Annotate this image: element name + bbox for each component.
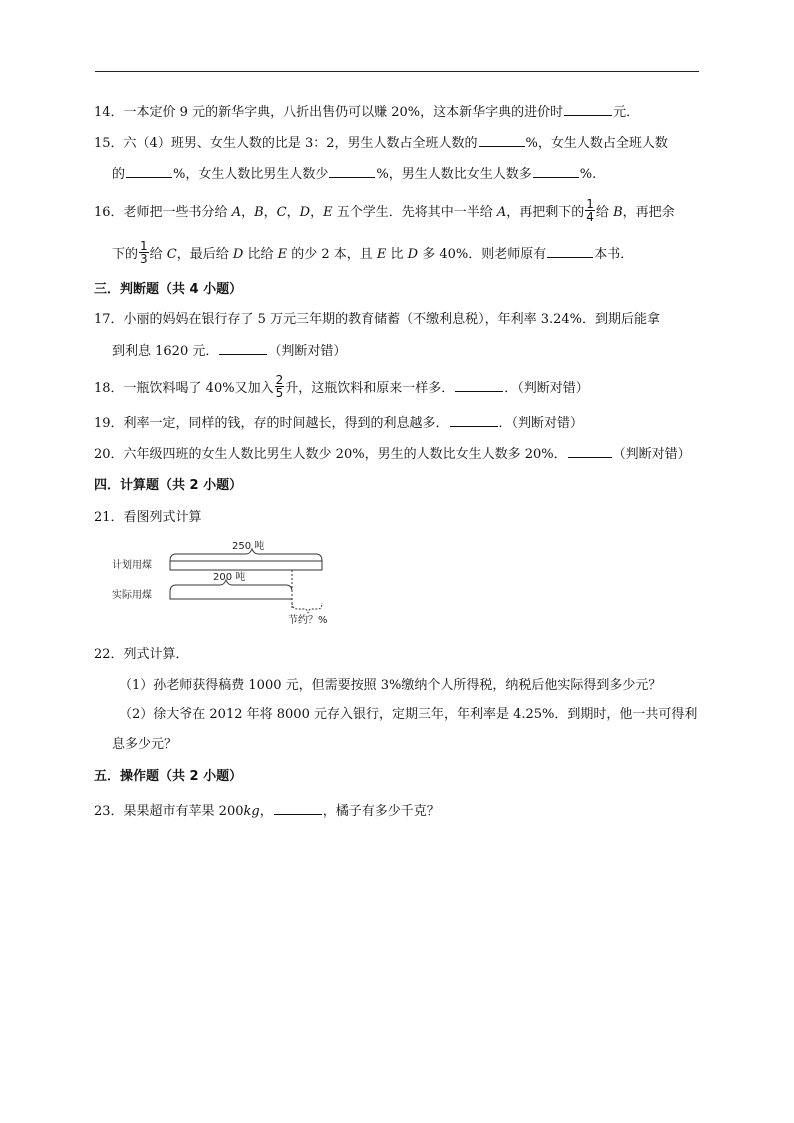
question-19: 19．利率一定，同样的钱，存的时间越长，得到的利息越多． ．（判断对错） — [94, 412, 583, 434]
question-16-line2: 下的 $\frac{1}{3}$ 给 C，最后给 D 比给 E 的少 2 本，且 E 比 D 多 40%．则老师原有 本书． — [112, 239, 634, 266]
answer-blank[interactable] — [568, 443, 612, 458]
question-20: 20．六年级四班的女生人数比男生人数少 20%，男生的人数比女生人数多 20%． （判断对错） — [94, 443, 691, 465]
brace-saved — [292, 603, 322, 613]
section-4-heading: 四．计算题（共 2 小题） — [94, 478, 243, 493]
coal-usage-diagram — [110, 537, 340, 629]
question-18: 18．一瓶饮料喝了 40%又加入 $\frac{2}{5}$ 升，这瓶饮料和原来一样多． ．（判断对错） — [94, 373, 589, 400]
bar-planned — [170, 561, 322, 570]
question-16: 16．老师把一些书分给 A，B，C，D，E 五个学生．先将其中一半给 A，再把剩下的 $\frac{1}{4}$ 给 B，再把余 — [94, 197, 675, 224]
answer-blank[interactable] — [274, 800, 322, 815]
answer-blank[interactable] — [329, 163, 375, 178]
label-200: 200 吨 — [213, 572, 246, 583]
answer-blank[interactable] — [450, 412, 498, 427]
fraction-two-fifths: $\frac{2}{5}$ — [275, 373, 284, 400]
question-23: 23．果果超市有苹果 200kg， ，橘子有多少千克？ — [94, 800, 440, 822]
question-14: 14．一本定价 9 元的新华字典，八折出售仍可以赚 20%，这本新华字典的进价时 元． — [94, 101, 639, 123]
header-rule — [95, 71, 699, 72]
answer-blank[interactable] — [547, 243, 593, 258]
question-22-part2-line2: 息多少元？ — [112, 737, 178, 752]
question-17: 17．小丽的妈妈在银行存了 5 万元三年期的教育储蓄（不缴利息税），年利率 3.24%．到期后能拿 — [94, 312, 661, 327]
answer-blank[interactable] — [219, 340, 267, 355]
section-5-heading: 五．操作题（共 2 小题） — [94, 769, 243, 784]
question-22: 22．列式计算． — [94, 647, 189, 662]
fraction-one-third: $\frac{1}{3}$ — [140, 239, 148, 266]
row-label-actual: 实际用煤 — [112, 590, 152, 601]
label-saved: 节约？% — [288, 615, 328, 626]
answer-blank[interactable] — [455, 377, 503, 392]
question-22-part1: （1）孙老师获得稿费 1000 元，但需要按照 3%缴纳个人所得税，纳税后他实际得到多少元？ — [119, 678, 662, 693]
fraction-one-quarter: $\frac{1}{4}$ — [586, 197, 594, 224]
question-15-line2: 的 %，女生人数比男生人数少 %，男生人数比女生人数多 %. — [112, 163, 596, 185]
answer-blank[interactable] — [126, 163, 172, 178]
question-15: 15．六（4）班男、女生人数的比是 3：2，男生人数占全班人数的 %，女生人数占全班人数 — [94, 132, 668, 154]
answer-blank[interactable] — [533, 163, 579, 178]
answer-blank[interactable] — [479, 132, 525, 147]
question-21: 21．看图列式计算 — [94, 510, 202, 525]
section-3-heading: 三．判断题（共 4 小题） — [94, 282, 243, 297]
question-17-line2: 到利息 1620 元． （判断对错） — [112, 340, 346, 362]
row-label-planned: 计划用煤 — [112, 560, 152, 571]
answer-blank[interactable] — [564, 101, 612, 116]
label-250: 250 吨 — [232, 541, 265, 552]
bar-actual — [170, 592, 292, 599]
question-22-part2: （2）徐大爷在 2012 年将 8000 元存入银行，定期三年，年利率是 4.25%．到期时，他一共可得利 — [119, 707, 698, 722]
